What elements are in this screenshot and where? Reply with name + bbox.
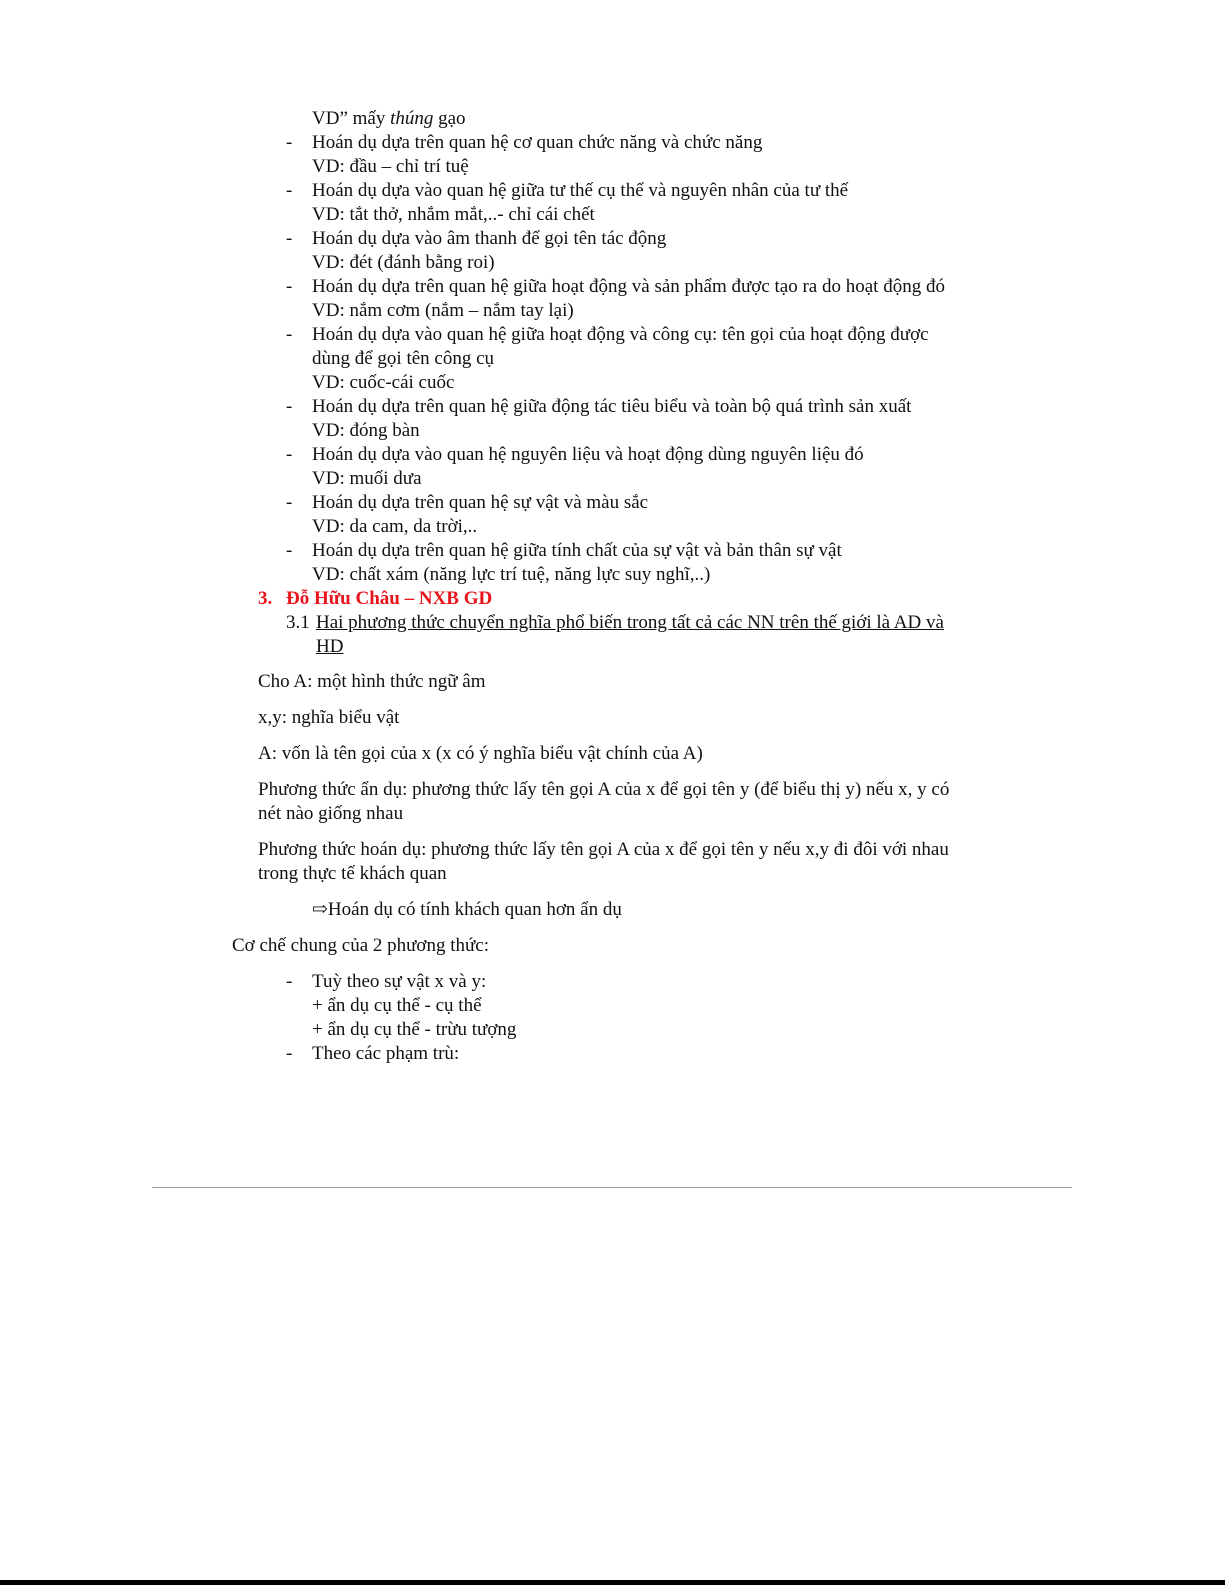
list-item: Theo các phạm trù:	[312, 1043, 460, 1064]
list-dash: -	[286, 1043, 293, 1064]
list-item: Hoán dụ dựa trên quan hệ cơ quan chức năng và chức năng	[312, 132, 763, 153]
paragraph: Phương thức hoán dụ: phương thức lấy tên gọi A của x để gọi tên y nếu x,y đi đôi với nhau	[258, 839, 949, 860]
sub-list-item: + ẩn dụ cụ thể - cụ thể	[312, 995, 482, 1016]
subsection-number: 3.1	[286, 612, 310, 633]
list-dash: -	[286, 971, 293, 992]
list-item: Hoán dụ dựa vào âm thanh để gọi tên tác động	[312, 228, 667, 249]
list-dash: -	[286, 540, 293, 561]
footer-divider	[152, 1187, 1072, 1188]
mechanism-heading: Cơ chế chung của 2 phương thức:	[232, 935, 490, 956]
list-dash: -	[286, 132, 293, 153]
text-fragment: VD” mấy	[312, 108, 391, 129]
list-item: Hoán dụ dựa vào quan hệ giữa hoạt động và công cụ: tên gọi của hoạt động được	[312, 324, 929, 345]
example-line: VD: đầu – chỉ trí tuệ	[312, 156, 469, 177]
list-item: Hoán dụ dựa trên quan hệ giữa tính chất của sự vật và bản thân sự vật	[312, 540, 842, 561]
example-line: VD: đóng bàn	[312, 420, 420, 441]
example-line: VD: cuốc-cái cuốc	[312, 372, 455, 393]
example-line: VD: chất xám (năng lực trí tuệ, năng lực suy nghĩ,..)	[312, 564, 711, 585]
paragraph: x,y: nghĩa biểu vật	[258, 707, 400, 728]
list-item: Hoán dụ dựa trên quan hệ giữa hoạt động và sản phẩm được tạo ra do hoạt động đó	[312, 276, 945, 297]
paragraph-continuation: nét nào giống nhau	[258, 803, 404, 824]
list-dash: -	[286, 180, 293, 201]
sub-list-item: + ẩn dụ cụ thể - trừu tượng	[312, 1019, 517, 1040]
example-line: VD: da cam, da trời,..	[312, 516, 478, 537]
example-line: VD: nắm cơm (nắm – nắm tay lại)	[312, 300, 574, 321]
conclusion-line	[312, 898, 622, 922]
list-item: Hoán dụ dựa vào quan hệ nguyên liệu và hoạt động dùng nguyên liệu đó	[312, 444, 864, 465]
conclusion-text: Hoán dụ có tính khách quan hơn ẩn dụ	[327, 899, 622, 920]
list-dash: -	[286, 444, 293, 465]
list-dash: -	[286, 228, 293, 249]
list-item: Hoán dụ dựa trên quan hệ giữa động tác tiêu biểu và toàn bộ quá trình sản xuất	[312, 396, 912, 417]
arrow-right-icon: ⇨	[312, 899, 328, 920]
subsection-title-continuation: HD	[316, 636, 344, 657]
list-dash: -	[286, 396, 293, 417]
paragraph: Cho A: một hình thức ngữ âm	[258, 671, 486, 692]
list-item-continuation: dùng để gọi tên công cụ	[312, 348, 495, 369]
list-dash: -	[286, 276, 293, 297]
example-line: VD: đét (đánh bằng roi)	[312, 252, 495, 273]
example-line: VD: tắt thở, nhắm mắt,..- chỉ cái chết	[312, 204, 595, 225]
example-line-thung	[312, 107, 466, 131]
paragraph: A: vốn là tên gọi của x (x có ý nghĩa biểu vật chính của A)	[258, 743, 703, 764]
section-number: 3.	[258, 588, 273, 609]
list-dash: -	[286, 492, 293, 513]
paragraph-continuation: trong thực tế khách quan	[258, 863, 447, 884]
paragraph: Phương thức ẩn dụ: phương thức lấy tên gọi A của x để gọi tên y (để biểu thị y) nếu x, y có	[258, 779, 950, 800]
page-bottom-edge	[0, 1580, 1225, 1585]
section-title: Đỗ Hữu Châu – NXB GD	[286, 588, 493, 609]
example-line: VD: muối dưa	[312, 468, 422, 489]
italic-word: thúng	[390, 108, 434, 129]
list-dash: -	[286, 324, 293, 345]
list-item: Hoán dụ dựa vào quan hệ giữa tư thế cụ thể và nguyên nhân của tư thế	[312, 180, 849, 201]
subsection-title: Hai phương thức chuyển nghĩa phổ biến trong tất cả các NN trên thế giới là AD và	[316, 612, 944, 633]
text-fragment: gạo	[433, 108, 466, 129]
list-item: Tuỳ theo sự vật x và y:	[312, 971, 487, 992]
list-item: Hoán dụ dựa trên quan hệ sự vật và màu sắc	[312, 492, 649, 513]
